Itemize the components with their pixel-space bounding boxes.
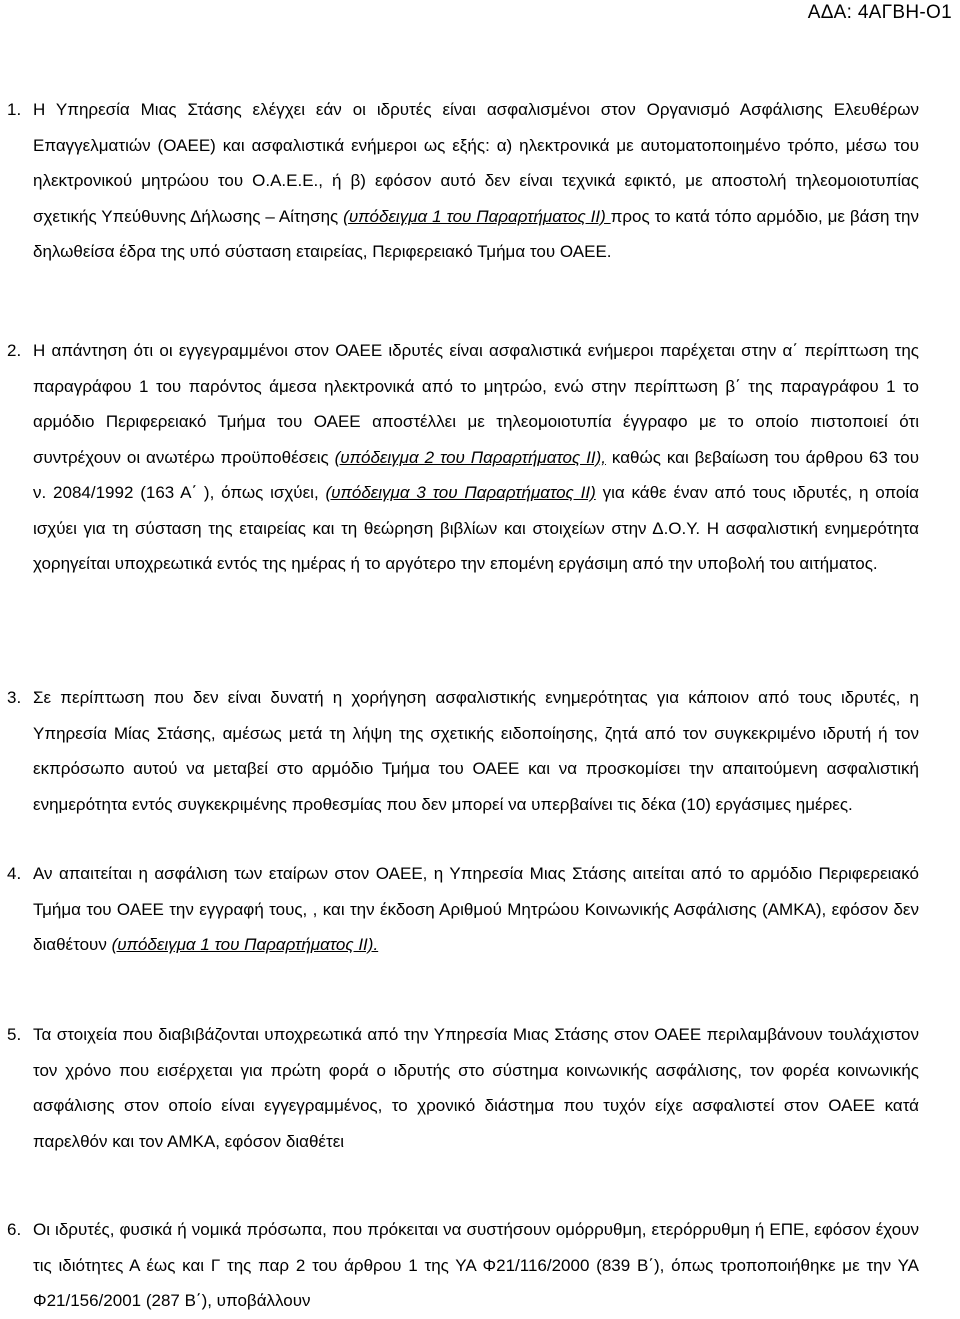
item-number: 1. (7, 100, 22, 119)
item-number: 3. (7, 688, 22, 707)
item-number: 6. (7, 1220, 22, 1239)
item-number: 5. (7, 1025, 22, 1044)
item-number: 2. (7, 341, 22, 360)
item-text: Η Υπηρεσία Μιας Στάσης ελέγχει εάν οι ιδρυτές είναι ασφαλισμένοι στον Οργανισμό Ασφάλισης Ελευθέρων Επαγγελματιών (ΟΑΕΕ) και ασφαλιστικά ενήμεροι ως εξής: α) ηλεκτρονικά με αυτοματοποιημένο τρόπο, μέσω του ηλεκτρονικού μητρώου του Ο.Α.Ε.Ε., ή β) εφόσον αυτό δεν είναι τεχνικά εφικτό, με αποστολή τηλεομοιοτυπίας σχετικής Υπεύθυνης Δήλωσης – Αίτησης (υπόδειγμα 1 του Παραρτήματος ΙΙ) προς το κατά τόπο αρμόδιο, με βάση την δηλωθείσα έδρα της υπό σύσταση εταιρείας, Περιφερειακό Τμήμα του ΟΑΕΕ. (33, 100, 919, 261)
item-text: Αν απαιτείται η ασφάλιση των εταίρων στον ΟΑΕΕ, η Υπηρεσία Μιας Στάσης αιτείται από το αρμόδιο Περιφερειακό Τμήμα του ΟΑΕΕ την εγγραφή τους, , και την έκδοση Αριθμού Μητρώου Κοινωνικής Ασφάλισης (ΑΜΚΑ), εφόσον δεν διαθέτουν (υπόδειγμα 1 του Παραρτήματος ΙΙ). (33, 864, 919, 954)
appendix-reference: (υπόδειγμα 2 του Παραρτήματος ΙΙ), (334, 447, 606, 467)
appendix-reference: (υπόδειγμα 1 του Παραρτήματος ΙΙ). (111, 935, 379, 954)
ada-code: ΑΔΑ: 4ΑΓΒΗ-Ο1 (807, 2, 952, 23)
appendix-reference: (υπόδειγμα 3 του Παραρτήματος ΙΙ) (325, 483, 596, 502)
appendix-reference: (υπόδειγμα 1 του Παραρτήματος ΙΙ) (343, 206, 611, 226)
item-text: Σε περίπτωση που δεν είναι δυνατή η χορήγηση ασφαλιστικής ενημερότητας για κάποιον από τους ιδρυτές, η Υπηρεσία Μίας Στάσης, αμέσως μετά τη λήψη της σχετικής ειδοποίησης, ζητά από τον συγκεκριμένο ιδρυτή ή τον εκπρόσωπο αυτού να μεταβεί στο αρμόδιο Τμήμα του ΟΑΕΕ και να προσκομίσει την απαιτούμενη ασφαλιστική ενημερότητα εντός συγκεκριμένης προθεσμίας που δεν μπορεί να υπερβαίνει τις δέκα (10) εργάσιμες ημέρες. (33, 688, 919, 814)
item-text: Η απάντηση ότι οι εγγεγραμμένοι στον ΟΑΕΕ ιδρυτές είναι ασφαλιστικά ενήμεροι παρέχεται στην α΄ περίπτωση της παραγράφου 1 του παρόντος άμεσα ηλεκτρονικά από το μητρώο, ενώ στην περίπτωση β΄ της παραγράφου 1 το αρμόδιο Περιφερειακό Τμήμα του ΟΑΕΕ αποστέλλει με τηλεομοιοτυπία έγγραφο με το οποίο πιστοποιεί ότι συντρέχουν οι ανωτέρω προϋποθέσεις (υπόδειγμα 2 του Παραρτήματος ΙΙ), καθώς και βεβαίωση του άρθρου 63 του ν. 2084/1992 (163 Α΄ ), όπως ισχύει, (υπόδειγμα 3 του Παραρτήματος ΙΙ) για κάθε έναν από τους ιδρυτές, η οποία ισχύει για τη σύσταση της εταιρείας και τη θεώρηση βιβλίων και στοιχείων στην Δ.Ο.Υ. Η ασφαλιστική ενημερότητα χορηγείται υποχρεωτικά εντός της ημέρας ή το αργότερο την επομένη εργάσιμη από την υποβολή του αιτήματος. (33, 341, 919, 573)
item-text: Τα στοιχεία που διαβιβάζονται υποχρεωτικά από την Υπηρεσία Μιας Στάσης στον ΟΑΕΕ περιλαμβάνουν τουλάχιστον τον χρόνο που εισέρχεται για πρώτη φορά ο ιδρυτής στο σύστημα κοινωνικής ασφάλισης, τον φορέα κοινωνικής ασφάλισης στον οποίο είναι εγγεγραμμένος, το χρονικό διάστημα που τυχόν είχε ασφαλιστεί στον ΟΑΕΕ κατά παρελθόν και τον ΑΜΚΑ, εφόσον διαθέτει (33, 1025, 919, 1151)
item-text: Οι ιδρυτές, φυσικά ή νομικά πρόσωπα, που πρόκειται να συστήσουν ομόρρυθμη, ετερόρρυθμη ή ΕΠΕ, εφόσον έχουν τις ιδιότητες Α έως και Γ της παρ 2 του άρθρου 1 της ΥΑ Φ21/116/2000 (839 Β΄), όπως τροποποιήθηκε με την ΥΑ Φ21/156/2001 (287 Β΄), υποβάλλουν (33, 1220, 919, 1310)
item-number: 4. (7, 864, 22, 883)
